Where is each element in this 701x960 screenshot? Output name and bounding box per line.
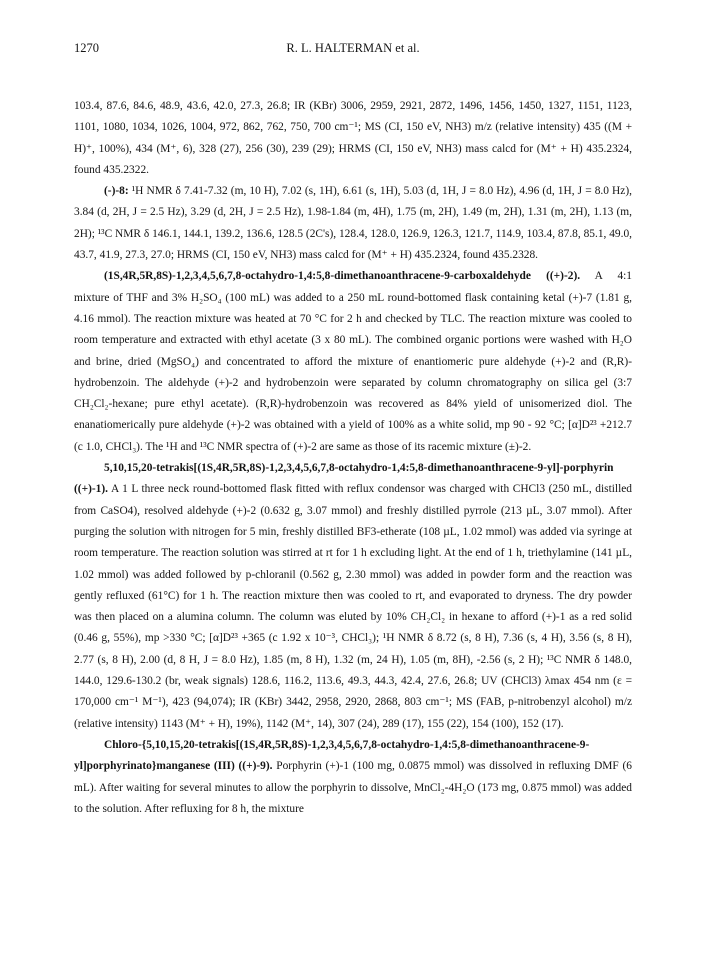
paragraph-aldehyde-2: (1S,4R,5R,8S)-1,2,3,4,5,6,7,8-octahydro-1,4:5,8-dimethanoanthracene-9-carboxaldehyde ((+)-2). A 4:1 mixture of THF and 3% H₂SO₄ (100 mL) was added to a 250 mL round-bottomed flask containing ketal (+)-7 (1.81 g, 4.16 mmol). The reaction mixture was heated at 70 °C for 2 h and checked by TLC. The reaction mixture was cooled to room temperature and extracted with ethyl acetate (3 x 80 mL). The combined organic portions were washed with H₂O and brine, dried (MgSO₄) and concentrated to afford the mixture of enantiomeric pure aldehyde (+)-2 and (R,R)-hydrobenzoin. The aldehyde (+)-2 and hydrobenzoin were separated by column chromatography on silica gel (3:7 CH₂Cl₂-hexane; pure ethyl acetate). (R,R)-hydrobenzoin was recovered as 84% yield of unisomerized diol. The enanatiomerically pure aldehyde (+)-2 was obtained with a yield of 100% as a white solid, mp 90 - 92 °C; [α]D²³ +212.7 (c 1.0, CHCl₃). The ¹H and ¹³C NMR spectra of (+)-2 are same as those of its racemic mixture (±)-2.	[74, 270, 633, 453]
paragraph-manganese-9: Chloro-{5,10,15,20-tetrakis[(1S,4R,5R,8S)-1,2,3,4,5,6,7,8-octahydro-1,4:5,8-dimethanoanthracene-9-yl]porphyrinato}manganese (III) ((+)-9). Porphyrin (+)-1 (100 mg, 0.0875 mmol) was dissolved in refluxing DMF (6 mL). After waiting for several minutes to allow the porphyrin to dissolve, MnCl₂-4H₂O (173 mg, 0.875 mmol) was added to the solution. After refluxing for 8 h, the mixture	[74, 738, 633, 815]
page-number: 1270	[74, 41, 99, 55]
running-title: R. L. HALTERMAN et al.	[286, 41, 420, 55]
compound-heading: (1S,4R,5R,8S)-1,2,3,4,5,6,7,8-octahydro-1,4:5,8-dimethanoanthracene-9-carboxaldehyde ((+)-2).	[104, 270, 581, 283]
compound-heading: Chloro-{5,10,15,20-tetrakis[(1S,4R,5R,8S)-1,2,3,4,5,6,7,8-octahydro-1,4:5,8-dimethanoanthracene-9-yl]porphyrinato}manganese (III) ((+)-9).	[74, 738, 590, 773]
paragraph-porphyrin-1: 5,10,15,20-tetrakis[(1S,4R,5R,8S)-1,2,3,4,5,6,7,8-octahydro-1,4:5,8-dimethanoanthracene-9-yl]-porphyrin ((+)-1). A 1 L three neck round-bottomed flask fitted with reflux condensor was charged with CHCl3 (250 mL, distilled from CaSO4), resolved aldehyde (+)-2 (0.632 g, 3.07 mmol) and freshly distilled pyrrole (213 µL, 3.07 mmol). After purging the solution with nitrogen for 5 min, freshly distilled BF3-etherate (108 µL, 1.02 mmol) was added via syringe at room temperature. The reaction solution was stirred at rt for 1 h excluding light. At the end of 1 h, triethylamine (141 µL, 1.02 mmol) was added followed by p-chloranil (0.562 g, 2.30 mmol) was added in powder form and the reaction was gently refluxed (61°C) for 1 h. The reaction mixture then was cooled to rt, and evaporated to dryness. The dry powder was then placed on a alumina column. The column was eluted by 10% CH₂Cl₂ in hexane to afford (+)-1 as a red solid (0.46 g, 55%), mp >330 °C; [α]D²³ +365 (c 1.92 x 10⁻³, CHCl₃); ¹H NMR δ 8.72 (s, 8 H), 7.36 (s, 4 H), 3.56 (s, 8 H), 2.77 (s, 8 H), 2.00 (d, 8 H, J = 8.0 Hz), 1.85 (m, 8 H), 1.32 (m, 24 H), 1.05 (m, 8H), -2.56 (s, 2 H); ¹³C NMR δ 148.0, 144.0, 129.6-130.2 (br, weak signals) 128.6, 116.2, 113.6, 49.3, 44.3, 42.4, 27.6, 26.8; UV (CHCl3) λmax 454 nm (ε = 170,000 cm⁻¹ M⁻¹), 423 (94,074); IR (KBr) 3442, 2958, 2920, 2868, 803 cm⁻¹; MS (FAB, p-nitrobenzyl alcohol) m/z (relative intensity) 1143 (M⁺ + H), 19%), 1142 (M⁺, 14), 307 (24), 289 (17), 155 (22), 154 (100), 152 (17).	[74, 462, 632, 730]
compound-heading: 5,10,15,20-tetrakis[(1S,4R,5R,8S)-1,2,3,4,5,6,7,8-octahydro-1,4:5,8-dimethanoanthracene-9-yl]-porphyrin ((+)-1).	[74, 462, 614, 496]
article-body	[74, 96, 632, 820]
page-header	[74, 41, 632, 61]
compound-heading: (-)-8:	[104, 185, 129, 198]
paragraph-compound-8: (-)-8: ¹H NMR δ 7.41-7.32 (m, 10 H), 7.02 (s, 1H), 6.61 (s, 1H), 5.03 (d, 1H, J = 8.0 Hz), 4.96 (d, 1H, J = 8.0 Hz), 3.84 (d, 2H, J = 2.5 Hz), 3.29 (d, 2H, J = 2.5 Hz), 1.98-1.84 (m, 4H), 1.75 (m, 2H), 1.49 (m, 2H), 1.31 (m, 2H), 1.13 (m, 2H); ¹³C NMR δ 146.1, 144.1, 139.2, 136.6, 128.5 (2C's), 128.4, 128.0, 126.9, 126.3, 121.7, 114.9, 103.4, 87.8, 85.1, 49.0, 43.7, 41.9, 27.3, 27.0; HRMS (CI, 150 eV, NH3) mass calcd for (M⁺ + H) 435.2324, found 435.2328.	[74, 185, 632, 262]
paragraph-ir-ms-data: 103.4, 87.6, 84.6, 48.9, 43.6, 42.0, 27.3, 26.8; IR (KBr) 3006, 2959, 2921, 2872, 1496, 1456, 1450, 1327, 1151, 1123, 1101, 1080, 1034, 1026, 1004, 972, 862, 762, 750, 700 cm⁻¹; MS (CI, 150 eV, NH3) m/z (relative intensity) 435 ((M + H)⁺, 100%), 434 (M⁺, 6), 328 (27), 256 (30), 239 (29); HRMS (CI, 150 eV, NH3) mass calcd for (M⁺ + H) 435.2324, found 435.2322.	[74, 100, 632, 176]
